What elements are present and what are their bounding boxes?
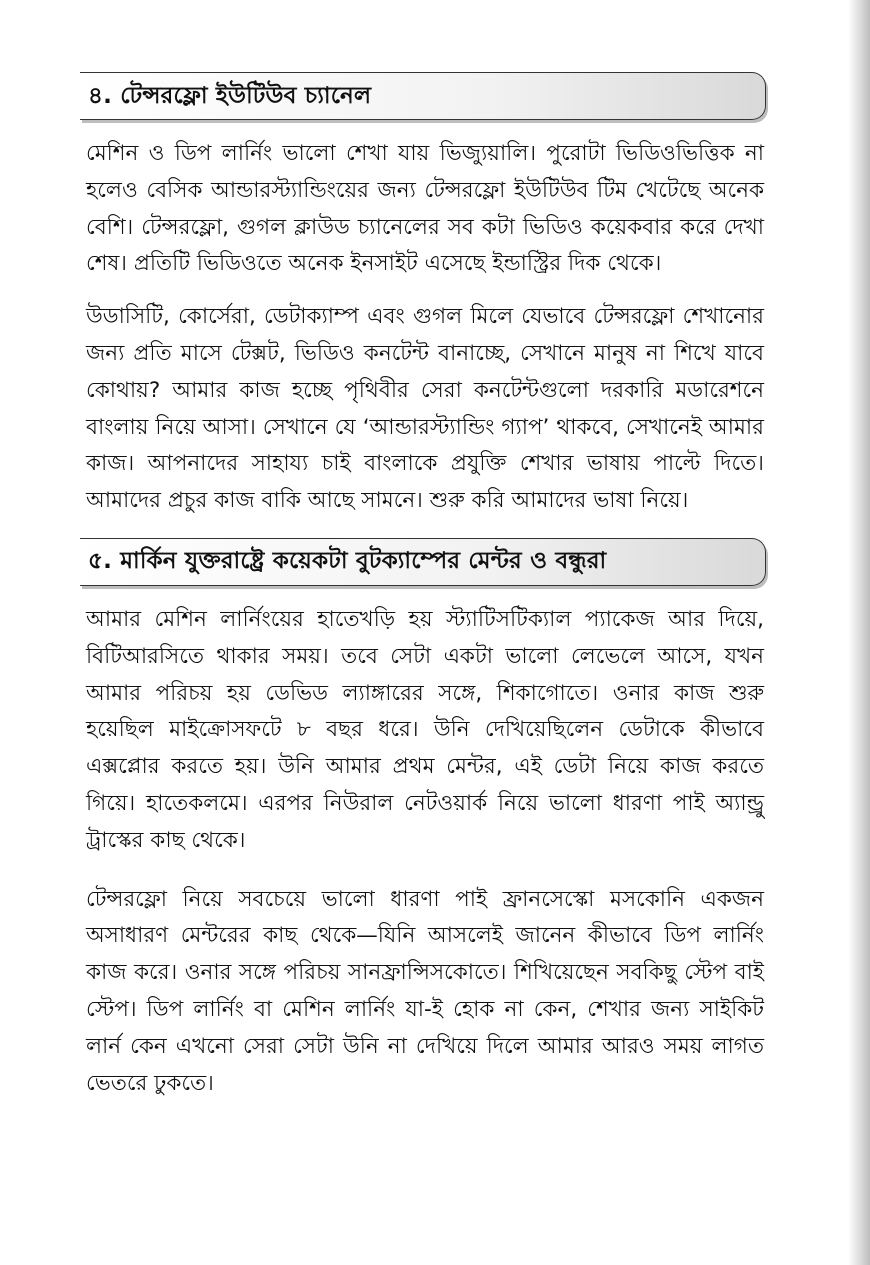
paragraph: মেশিন ও ডিপ লার্নিং ভালো শেখা যায় ভিজ্যুয়ালি। পুরোটা ভিডিওভিত্তিক না হলেও বেসিক আন্ডারস্ট্যান্ডিংয়ের জন্য টেন্সরফ্লো ইউটিউব টিম খেটেছে অনেক বেশি। টেন্সরফ্লো, গুগল ক্লাউড চ্যানেলের সব কটা ভিডিও কয়েকবার করে দেখা শেষ। প্রতিটি ভিডিওতে অনেক ইনসাইট এসেছে ইন্ডাস্ট্রির দিক থেকে।: [86, 141, 764, 277]
paragraph: উডাসিটি, কোর্সেরা, ডেটাক্যাম্প এবং গুগল মিলে যেভাবে টেন্সরফ্লো শেখানোর জন্য প্রতি মাসে টেক্সট, ভিডিও কনটেন্ট বানাচ্ছে, সেখানে মানুষ না শিখে যাবে কোথায়? আমার কাজ হচ্ছে পৃথিবীর সেরা কনটেন্টগুলো দরকারি মডারেশনে বাংলায় নিয়ে আসা। সেখানে যে ‘আন্ডারস্ট্যান্ডিং গ্যাপ’ থাকবে, সেখানেই আমার কাজ। আপনাদের সাহায্য চাই বাংলাকে প্রযুক্তি শেখার ভাষায় পাল্টে দিতে। আমাদের প্রচুর কাজ বাকি আছে সামনে। শুরু করি আমাদের ভাষা নিয়ে।: [86, 304, 764, 514]
book-page: [80, 72, 770, 1102]
section-heading-4: [80, 72, 766, 120]
section-title: ৫. মার্কিন যুক্তরাষ্ট্রে কয়েকটা বুটক্যাম্পের মেন্টর ও বন্ধুরা: [88, 548, 607, 575]
paragraph: টেন্সরফ্লো নিয়ে সবচেয়ে ভালো ধারণা পাই ফ্রানসেস্কো মসকোনি একজন অসাধারণ মেন্টরের কাছ থেকে—যিনি আসলেই জানেন কীভাবে ডিপ লার্নিং কাজ করে। ওনার সঙ্গে পরিচয় সানফ্রান্সিসকোতে। শিখিয়েছেন সবকিছু স্টেপ বাই স্টেপ। ডিপ লার্নিং বা মেশিন লার্নিং যা-ই হোক না কেন, শেখার জন্য সাইকিট লার্ন কেন এখনো সেরা সেটা উনি না দেখিয়ে দিলে আমার আরও সময় লাগত ভেতরে ঢুকতে।: [86, 886, 764, 1096]
paragraph: আমার মেশিন লার্নিংয়ের হাতেখড়ি হয় স্ট্যাটিসটিক্যাল প্যাকেজ আর দিয়ে, বিটিআরসিতে থাকার সময়। তবে সেটা একটা ভালো লেভেলে আসে, যখন আমার পরিচয় হয় ডেভিড ল্যাঙ্গারের সঙ্গে, শিকাগোতে। ওনার কাজ শুরু হয়েছিল মাইক্রোসফটে ৮ বছর ধরে। উনি দেখিয়েছিলেন ডেটাকে কীভাবে এক্সপ্লোর করতে হয়। উনি আমার প্রথম মেন্টর, এই ডেটা নিয়ে কাজ করতে গিয়ে। হাতেকলমে। এরপর নিউরাল নেটওয়ার্ক নিয়ে ভালো ধারণা পাই অ্যান্ড্রু ট্রাস্কের কাছ থেকে।: [86, 606, 764, 853]
book-spine-shadow: [848, 0, 870, 1265]
section-title: ৪. টেন্সরফ্লো ইউটিউব চ্যানেল: [88, 82, 372, 109]
section-heading-5: [80, 538, 766, 586]
